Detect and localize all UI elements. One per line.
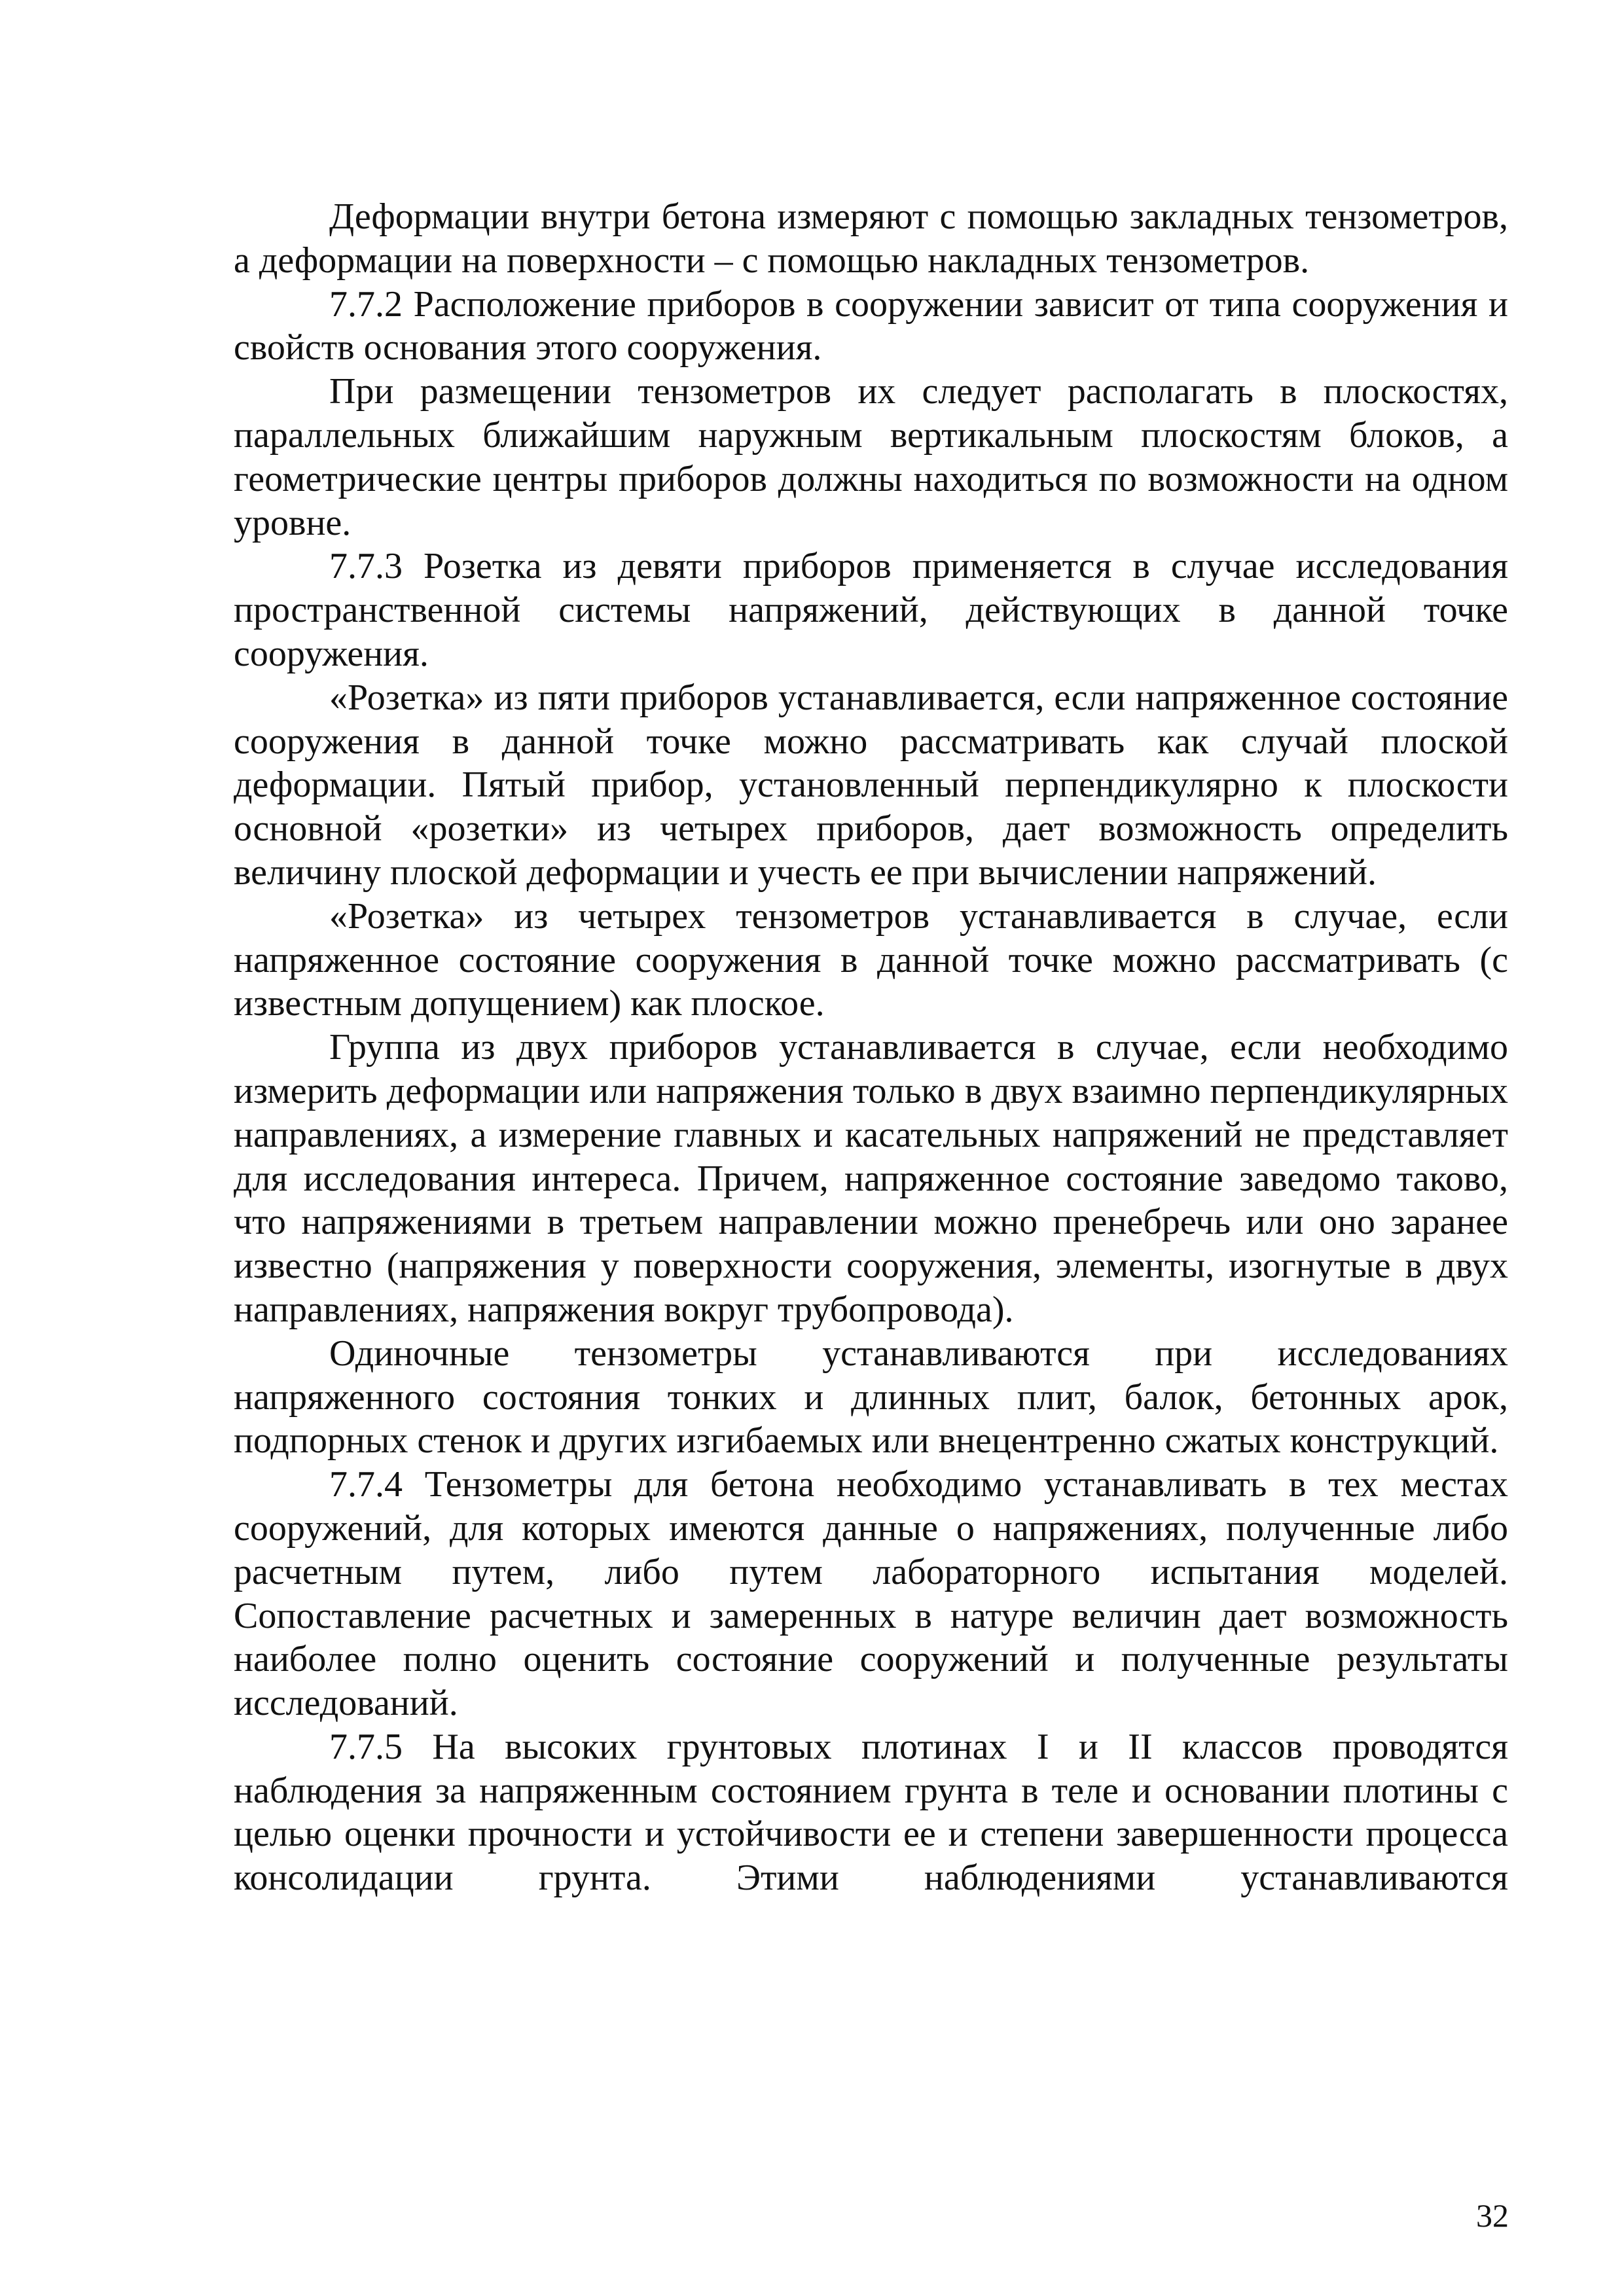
paragraph: «Розетка» из пяти приборов устанавливается, если напряженное состояние сооружения в данной точке можно рассматривать как случай плоской деформации. Пятый прибор, установленный перпендикулярно к плоскости основной «розетки» из четырех приборов, дает возможность определить величину плоской деформации и учесть ее при вычислении напряжений. <box>234 677 1508 893</box>
page-number: 32 <box>1476 2197 1509 2234</box>
paragraph-section-7-7-3: 7.7.3 Розетка из девяти приборов применяется в случае исследования пространственной системы напряжений, действующих в данной точке сооружения. <box>234 546 1508 674</box>
paragraph-section-7-7-4: 7.7.4 Тензометры для бетона необходимо устанавливать в тех местах сооружений, для которых имеются данные о напряжениях, полученные либо расчетным путем, либо путем лабораторного испытания моделей. Сопоставление расчетных и замеренных в натуре величин дает возможность наиболее полно оценить состояние сооружений и полученные результаты исследований. <box>234 1464 1508 1724</box>
paragraph: Деформации внутри бетона измеряют с помощью закладных тензометров, а деформации на поверхности – с помощью накладных тензометров. <box>234 196 1508 281</box>
body-text <box>234 195 1508 1900</box>
paragraph: При размещении тензометров их следует располагать в плоскостях, параллельных ближайшим наружным вертикальным плоскостям блоков, а геометрические центры приборов должны находиться по возможности на одном уровне. <box>234 371 1508 543</box>
paragraph: Группа из двух приборов устанавливается в случае, если необходимо измерить деформации или напряжения только в двух взаимно перпендикулярных направлениях, а измерение главных и касательных напряжений не представляет для исследования интереса. Причем, напряженное состояние заведомо таково, что напряжениями в третьем направлении можно пренебречь или оно заранее известно (напряжения у поверхности сооружения, элементы, изогнутые в двух направлениях, напряжения вокруг трубопровода). <box>234 1027 1508 1330</box>
paragraph: Одиночные тензометры устанавливаются при исследованиях напряженного состояния тонких и длинных плит, балок, бетонных арок, подпорных стенок и других изгибаемых или внецентренно сжатых конструкций. <box>234 1333 1508 1462</box>
paragraph-section-7-7-2: 7.7.2 Расположение приборов в сооружении зависит от типа сооружения и свойств основания этого сооружения. <box>234 283 1508 368</box>
paragraph: «Розетка» из четырех тензометров устанавливается в случае, если напряженное состояние сооружения в данной точке можно рассматривать (с известным допущением) как плоское. <box>234 895 1508 1024</box>
paragraph-section-7-7-5: 7.7.5 На высоких грунтовых плотинах I и II классов проводятся наблюдения за напряженным состоянием грунта в теле и основании плотины с целью оценки прочности и устойчивости ее и степени завершенности процесса консолидации грунта. Этими наблюдениями устанавливаются <box>234 1726 1508 1899</box>
